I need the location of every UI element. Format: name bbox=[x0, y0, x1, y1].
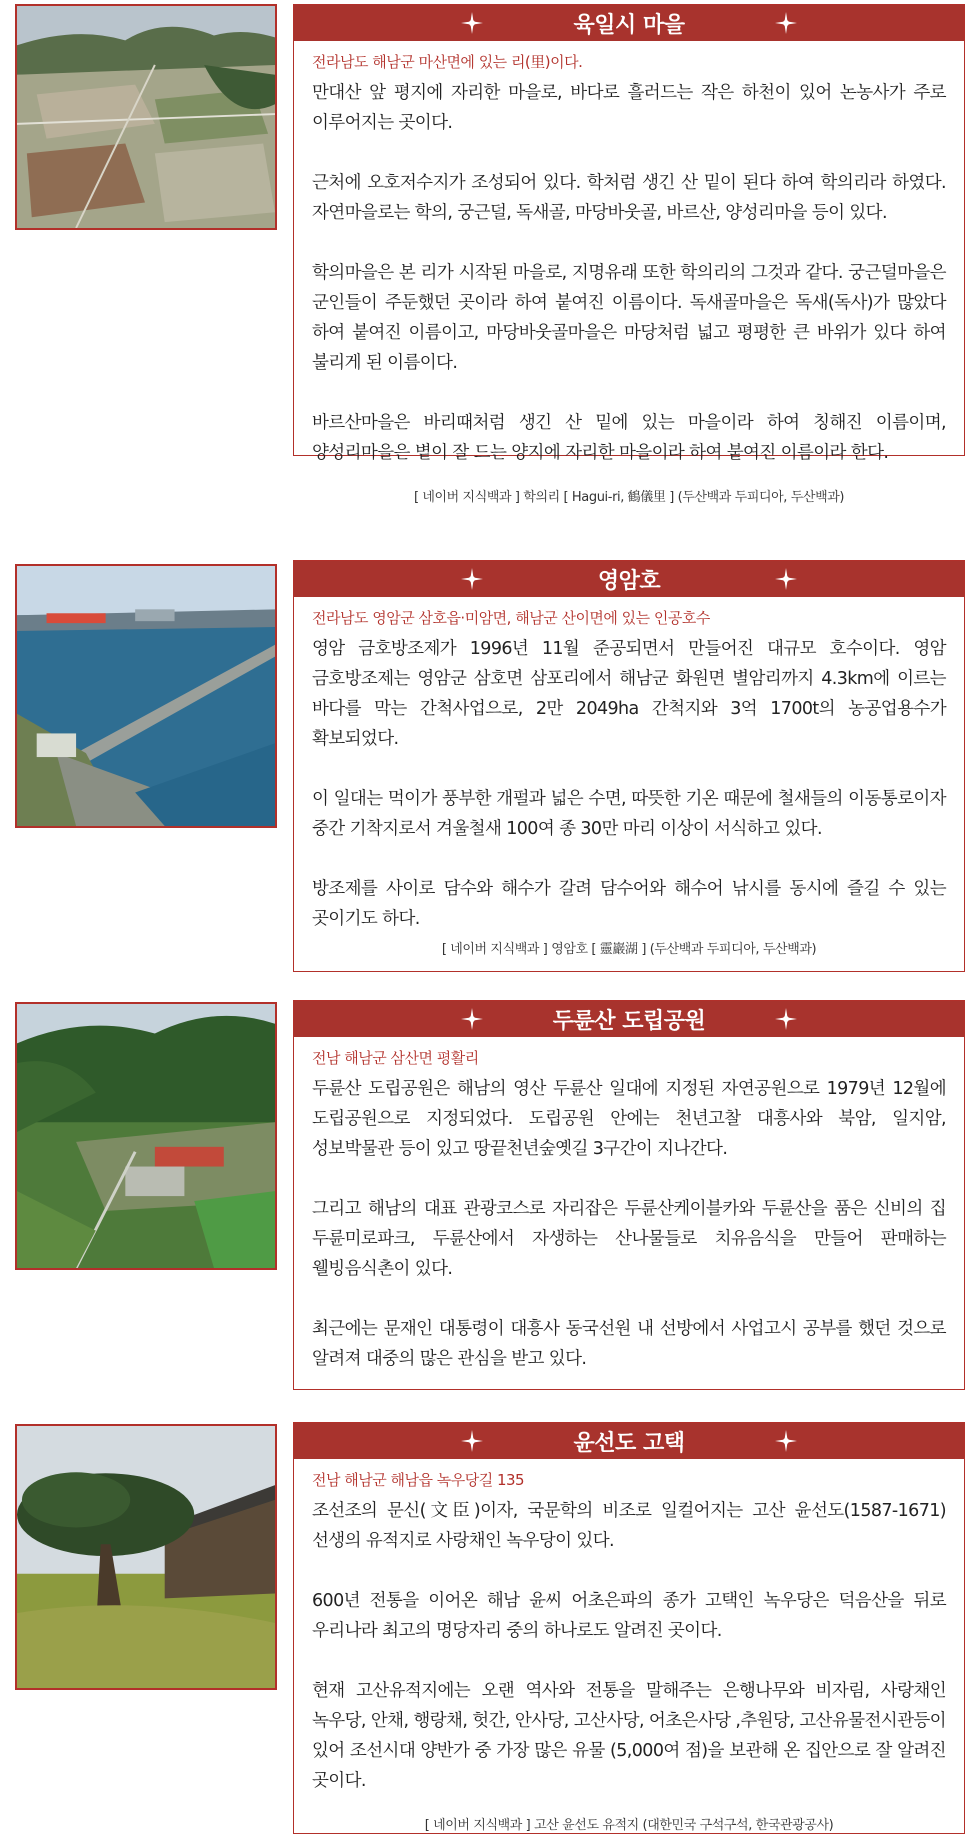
sparkle-icon bbox=[460, 567, 484, 591]
sparkle-icon bbox=[774, 1429, 798, 1453]
info-card bbox=[293, 4, 965, 505]
card-title: 육일시 마을 bbox=[573, 12, 685, 38]
card-title: 윤선도 고택 bbox=[573, 1430, 685, 1456]
sparkle-icon bbox=[460, 1007, 484, 1031]
paragraph: 그리고 해남의 대표 관광코스로 자리잡은 두륜산케이블카와 두륜산을 품은 신비의 집 두륜미로파크, 두륜산에서 자생하는 산나물들로 치유음식을 만들어 판매하는 웰빙음식촌이 있다. bbox=[312, 1199, 946, 1279]
sparkle-icon bbox=[774, 11, 798, 35]
card-subtitle: 전남 해남군 해남읍 녹우당길 135 bbox=[312, 1471, 525, 1489]
source-citation: [ 네이버 지식백과 ] 고산 윤선도 유적지 (대한민국 구석구석, 한국관광공사) bbox=[424, 1818, 834, 1833]
mountain-park-photo bbox=[15, 1002, 277, 1270]
paragraph: 바르산마을은 바리때처럼 생긴 산 밑에 있는 마을이라 하여 칭해진 이름이며, 양성리마을은 볕이 잘 드는 양지에 자리한 마을이라 하여 붙여진 이름이라 한다. bbox=[312, 413, 946, 463]
card-title: 두륜산 도립공원 bbox=[552, 1008, 706, 1034]
paragraph: 최근에는 문재인 대통령이 대흥사 동국선원 내 선방에서 사업고시 공부를 했던 것으로 알려져 대중의 많은 관심을 받고 있다. bbox=[312, 1319, 946, 1369]
source-citation: [ 네이버 지식백과 ] 학의리 [ Hagui-ri, 鶴儀里 ] (두산백과 두피디아, 두산백과) bbox=[413, 490, 845, 505]
paragraph: 600년 전통을 이어온 해남 윤씨 어초은파의 종가 고택인 녹우당은 덕음산을 뒤로 우리나라 최고의 명당자리 중의 하나로도 알려진 곳이다. bbox=[312, 1591, 946, 1641]
paragraph: 두륜산 도립공원은 해남의 영산 두륜산 일대에 지정된 자연공원으로 1979년 12월에 도립공원으로 지정되었다. 도립공원 안에는 천년고찰 대흥사와 북암, 일지암, 성보박물관 등이 있고 땅끝천년숲옛길 3구간이 지나간다. bbox=[312, 1079, 946, 1159]
lake-dam-photo bbox=[15, 564, 277, 828]
sparkle-icon bbox=[774, 567, 798, 591]
card-title: 영암호 bbox=[597, 568, 661, 594]
paragraph: 만대산 앞 평지에 자리한 마을로, 바다로 흘러드는 작은 하천이 있어 논농사가 주로 이루어지는 곳이다. bbox=[312, 83, 946, 133]
card-header bbox=[294, 1001, 964, 1037]
card-subtitle: 전라남도 해남군 마산면에 있는 리(里)이다. bbox=[312, 53, 583, 71]
paragraph: 영암 금호방조제가 1996년 11월 준공되면서 만들어진 대규모 호수이다. 영암 금호방조제는 영암군 삼호면 삼포리에서 해남군 화원면 별암리까지 4.3km에 이르는 바다를 막는 간척사업으로, 2만 2049ha 간척지와 3억 1700t의 농공업용수가 확보되었다. bbox=[312, 639, 946, 749]
paragraph: 근처에 오호저수지가 조성되어 있다. 학처럼 생긴 산 밑이 된다 하여 학의리라 하였다. 자연마을로는 학의, 궁근덜, 독새골, 마당바웃골, 바르산, 양성리마을 등이 있다. bbox=[312, 173, 946, 223]
card-subtitle: 전남 해남군 삼산면 평활리 bbox=[312, 1049, 479, 1067]
paragraph: 학의마을은 본 리가 시작된 마을로, 지명유래 또한 학의리의 그것과 같다. 궁근덜마을은 군인들이 주둔했던 곳이라 하여 붙여진 이름이다. 독새골마을은 독새(독사)가 많았다 하여 붙여진 이름이고, 마당바웃골마을은 마당처럼 넓고 평평한 큰 바위가 있다 하여 불리게 된 이름이다. bbox=[312, 263, 946, 373]
card-header bbox=[294, 561, 964, 597]
paragraph: 방조제를 사이로 담수와 해수가 갈려 담수어와 해수어 낚시를 동시에 즐길 수 있는 곳이기도 하다. bbox=[312, 879, 946, 929]
card-subtitle: 전라남도 영암군 삼호읍·미암면, 해남군 산이면에 있는 인공호수 bbox=[312, 609, 710, 627]
card-header bbox=[294, 1423, 964, 1459]
sparkle-icon bbox=[460, 11, 484, 35]
info-card bbox=[293, 560, 965, 972]
paragraph: 조선조의 문신(文臣)이자, 국문학의 비조로 일컬어지는 고산 윤선도(1587-1671) 선생의 유적지로 사랑채인 녹우당이 있다. bbox=[312, 1501, 946, 1551]
card-header bbox=[294, 5, 964, 41]
aerial-farmland-photo bbox=[15, 4, 277, 230]
source-citation: [ 네이버 지식백과 ] 영암호 [ 靈巖湖 ] (두산백과 두피디아, 두산백과) bbox=[441, 942, 817, 957]
sparkle-icon bbox=[774, 1007, 798, 1031]
info-card bbox=[293, 1000, 965, 1390]
info-card bbox=[293, 1422, 965, 1834]
paragraph: 현재 고산유적지에는 오랜 역사와 전통을 말해주는 은행나무와 비자림, 사랑채인 녹우당, 안채, 행랑채, 헛간, 안사당, 고산사당, 어초은사당 ,추원당, 고산유물전시관등이 있어 조선시대 양반가 중 가장 많은 유물 (5,000여 점)을 보관해 온 집안으로 잘 알려진 곳이다. bbox=[312, 1681, 946, 1791]
paragraph: 이 일대는 먹이가 풍부한 개펄과 넓은 수면, 따뜻한 기온 때문에 철새들의 이동통로이자 중간 기착지로서 겨울철새 100여 종 30만 마리 이상이 서식하고 있다. bbox=[312, 789, 946, 839]
old-house-pine-photo bbox=[15, 1424, 277, 1690]
sparkle-icon bbox=[460, 1429, 484, 1453]
